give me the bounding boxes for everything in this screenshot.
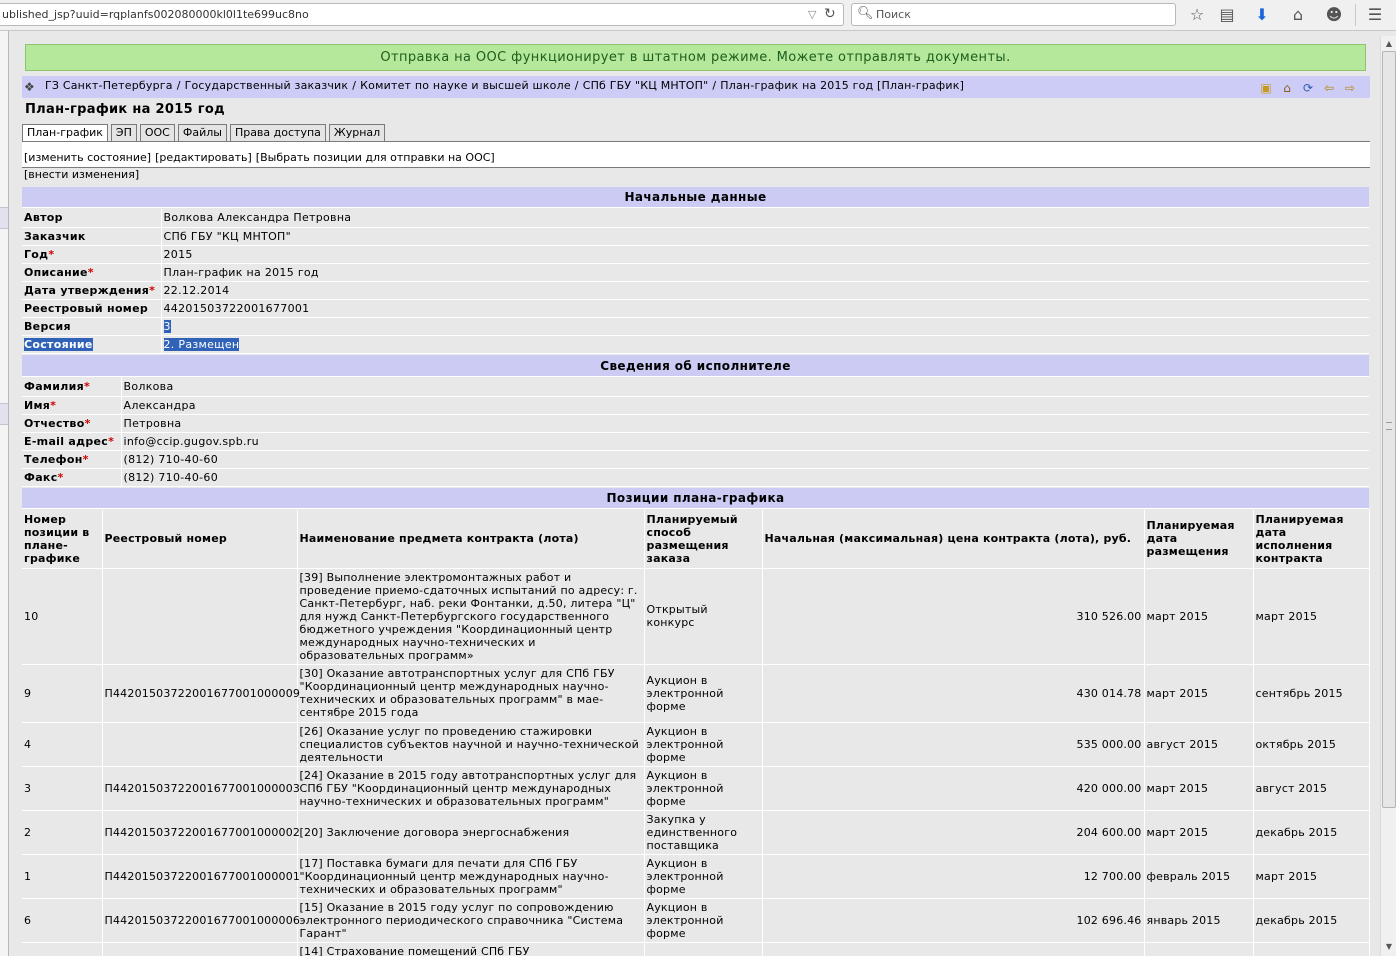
- breadcrumb-item[interactable]: ГЗ Санкт-Петербурга: [45, 79, 173, 92]
- position-date: март 2015: [1144, 810, 1253, 854]
- position-price: 12 700.00: [762, 854, 1144, 898]
- section-initial-header: Начальные данные: [22, 187, 1369, 208]
- positions-table: [22, 510, 1370, 956]
- field-label: [22, 263, 161, 281]
- column-header: Реестровый номер: [102, 510, 297, 568]
- field-label: [22, 468, 121, 486]
- middle-name-value: Петровна: [121, 414, 1369, 432]
- search-input[interactable]: Поиск: [876, 8, 911, 21]
- breadcrumb-separator: /: [574, 79, 579, 92]
- field-label-text: Имя: [24, 398, 51, 412]
- status-banner: Отправка на ООС функционирует в штатном режиме. Можете отправлять документы.: [25, 44, 1366, 71]
- table-row: [22, 335, 1369, 353]
- tab-files[interactable]: Файлы: [178, 124, 227, 141]
- position-registry: [102, 942, 297, 956]
- search-bar[interactable]: [851, 3, 1176, 26]
- position-name[interactable]: [20] Заключение договора энергоснабжения: [297, 810, 644, 854]
- state-value: 2. Размещен: [163, 337, 240, 351]
- tab-ep[interactable]: ЭП: [111, 124, 137, 141]
- search-icon: 🔍︎: [857, 6, 874, 21]
- position-exec-date: сентябрь 2015: [1253, 664, 1369, 722]
- field-label: [22, 245, 161, 263]
- position-number: 1: [22, 854, 102, 898]
- tab-journal[interactable]: Журнал: [329, 124, 385, 141]
- breadcrumb: [45, 79, 964, 92]
- required-marker: *: [50, 398, 57, 412]
- position-name[interactable]: [14] Страхование помещений СПб ГБУ: [297, 942, 644, 956]
- executor-table: [22, 378, 1369, 487]
- table-row: [22, 396, 1369, 414]
- position-price: 535 000.00: [762, 722, 1144, 766]
- position-price: 420 000.00: [762, 766, 1144, 810]
- position-registry: П44201503722001677001000003: [102, 766, 297, 810]
- table-row[interactable]: [22, 854, 1369, 898]
- bookmark-star-icon[interactable]: ☆: [1189, 5, 1205, 24]
- table-row: [22, 432, 1369, 450]
- grip-icon: [1386, 422, 1392, 430]
- sidebar-marker: [0, 403, 8, 425]
- vertical-scrollbar[interactable]: [1380, 36, 1396, 956]
- action-bar: [22, 141, 1370, 168]
- reload-icon[interactable]: ↻: [824, 6, 836, 22]
- toolbar-separator: [1355, 4, 1356, 26]
- field-label: Автор: [22, 209, 161, 227]
- forward-arrow-icon[interactable]: ⇨: [1344, 81, 1356, 95]
- address-bar[interactable]: [0, 3, 844, 26]
- tab-access[interactable]: Права доступа: [230, 124, 326, 141]
- scrollbar-thumb[interactable]: [1382, 51, 1396, 808]
- position-method: Аукцион в электронной форме: [644, 664, 762, 722]
- position-exec-date: [1253, 942, 1369, 956]
- position-date: март 2015: [1144, 766, 1253, 810]
- position-number: [22, 942, 102, 956]
- table-row[interactable]: [22, 766, 1369, 810]
- column-header: Планируемый способ размещения заказа: [644, 510, 762, 568]
- field-label-text: E-mail адрес: [24, 434, 109, 448]
- breadcrumb-separator: /: [352, 79, 357, 92]
- position-method: Аукцион в электронной форме: [644, 898, 762, 942]
- scroll-down-icon[interactable]: ▼: [1385, 942, 1393, 951]
- field-label: Реестровый номер: [22, 299, 161, 317]
- column-header: Планируемая дата исполнения контракта: [1253, 510, 1369, 568]
- email-value: info@ccip.gugov.spb.ru: [121, 432, 1369, 450]
- change-state-link[interactable]: [изменить состояние]: [24, 151, 152, 164]
- required-marker: *: [84, 416, 91, 430]
- position-registry: П44201503722001677001000001: [102, 854, 297, 898]
- breadcrumb-item[interactable]: Государственный заказчик: [184, 79, 349, 92]
- table-row[interactable]: [22, 942, 1369, 956]
- table-row[interactable]: [22, 568, 1369, 664]
- position-number: 4: [22, 722, 102, 766]
- address-url[interactable]: ublished_jsp?uuid=rqplanfs002080000kl0l1te699uc8no: [2, 8, 309, 21]
- select-positions-link[interactable]: [Выбрать позиции для отправки на ООС]: [255, 151, 495, 164]
- table-row: [22, 263, 1369, 281]
- position-registry: П44201503722001677001000009: [102, 664, 297, 722]
- position-method: Открытый конкурс: [644, 568, 762, 664]
- table-row[interactable]: [22, 664, 1369, 722]
- version-cell: [161, 317, 1369, 335]
- position-date: февраль 2015: [1144, 854, 1253, 898]
- field-label: [22, 432, 121, 450]
- left-sidebar-strip: [0, 31, 9, 956]
- field-label-text: Описание: [24, 265, 88, 279]
- required-marker: *: [149, 283, 156, 297]
- position-registry: П44201503722001677001000006: [102, 898, 297, 942]
- folder-icon[interactable]: ▣: [1260, 81, 1272, 95]
- download-icon[interactable]: ⬇: [1255, 5, 1269, 24]
- table-row: [22, 227, 1369, 245]
- table-row: [22, 468, 1369, 486]
- required-marker: *: [108, 434, 115, 448]
- position-method: Аукцион в электронной форме: [644, 854, 762, 898]
- nav-icons: [1253, 80, 1358, 96]
- field-label: [22, 450, 121, 468]
- position-name[interactable]: [39] Выполнение электромонтажных работ и проведение приемо-сдаточных испытаний по адресу: г. Санкт-Петербург, наб. реки Фонтанки, д.50, литера "Ц" для нужд Санкт-Петербургского государственного бюджетного учреждения "Координационный центр международных научно-технических и образовательных программ»: [297, 568, 644, 664]
- fax-value: (812) 710-40-60: [121, 468, 1369, 486]
- position-number: 2: [22, 810, 102, 854]
- position-exec-date: декабрь 2015: [1253, 810, 1369, 854]
- sidebar-marker: [0, 207, 8, 229]
- section-positions-header: Позиции плана-графика: [22, 488, 1369, 509]
- position-name[interactable]: [24] Оказание в 2015 году автотранспортных услуг для СПб ГБУ "Координационный центр международных научно-технических и образовательных программ": [297, 766, 644, 810]
- tab-plan[interactable]: План-график: [22, 124, 108, 143]
- position-date: январь 2015: [1144, 898, 1253, 942]
- position-name[interactable]: [17] Поставка бумаги для печати для СПб ГБУ "Координационный центр международных научно-технических и образовательных программ": [297, 854, 644, 898]
- last-name-value: Волкова: [121, 378, 1369, 396]
- position-name[interactable]: [15] Оказание в 2015 году услуг по сопровождению электронного периодического справочника "Система Гарант": [297, 898, 644, 942]
- table-row: [22, 245, 1369, 263]
- table-row: [22, 299, 1369, 317]
- year-value: 2015: [161, 245, 1369, 263]
- position-name[interactable]: [30] Оказание автотранспортных услуг для СПб ГБУ "Координационный центр международных научно-технических и образовательных программ" в мае-сентябре 2015 года: [297, 664, 644, 722]
- field-label: [22, 396, 121, 414]
- home-icon[interactable]: ⌂: [1292, 5, 1304, 24]
- field-label: [22, 281, 161, 299]
- breadcrumb-separator: /: [176, 79, 181, 92]
- position-registry: П44201503722001677001000002: [102, 810, 297, 854]
- position-price: 204 600.00: [762, 810, 1144, 854]
- reading-list-icon[interactable]: ▤: [1219, 5, 1235, 24]
- field-label-text: Год: [24, 247, 49, 261]
- column-header: Планируемая дата размещения: [1144, 510, 1253, 568]
- approve-date-value: 22.12.2014: [161, 281, 1369, 299]
- version-value: 3: [163, 319, 171, 333]
- table-row: [22, 317, 1369, 335]
- history-dropdown-icon[interactable]: ▽: [808, 8, 817, 21]
- position-number: 10: [22, 568, 102, 664]
- field-label-text: Отчество: [24, 416, 85, 430]
- required-marker: *: [57, 470, 64, 484]
- position-method: Аукцион в электронной форме: [644, 722, 762, 766]
- home-icon[interactable]: ⌂: [1283, 81, 1291, 95]
- table-row[interactable]: [22, 898, 1369, 942]
- field-label-text: Телефон: [24, 452, 83, 466]
- required-marker: *: [48, 247, 55, 261]
- table-row[interactable]: [22, 722, 1369, 766]
- position-registry: [102, 568, 297, 664]
- position-price: 102 696.46: [762, 898, 1144, 942]
- field-label: [22, 335, 161, 353]
- field-label-text: Факс: [24, 470, 58, 484]
- position-date: март 2015: [1144, 664, 1253, 722]
- breadcrumb-bar: [22, 76, 1370, 98]
- column-header: Номер позиции в плане-графике: [22, 510, 102, 568]
- edit-link[interactable]: [редактировать]: [155, 151, 252, 164]
- page-content: [20, 36, 1370, 956]
- table-row: [22, 281, 1369, 299]
- required-marker: *: [82, 452, 89, 466]
- scroll-up-icon[interactable]: ▲: [1385, 39, 1393, 48]
- position-number: 6: [22, 898, 102, 942]
- table-row: [22, 414, 1369, 432]
- position-method: Закупка у единственного поставщика: [644, 810, 762, 854]
- position-exec-date: октябрь 2015: [1253, 722, 1369, 766]
- position-price: 430 014.78: [762, 664, 1144, 722]
- table-row: [22, 378, 1369, 396]
- field-label: Версия: [22, 317, 161, 335]
- position-price: [762, 942, 1144, 956]
- first-name-value: Александра: [121, 396, 1369, 414]
- column-header: Начальная (максимальная) цена контракта (лота), руб.: [762, 510, 1144, 568]
- position-price: 310 526.00: [762, 568, 1144, 664]
- position-registry: [102, 722, 297, 766]
- initial-data-table: [22, 209, 1369, 354]
- section-executor-header: Сведения об исполнителе: [22, 355, 1369, 377]
- field-label-text: Состояние: [24, 337, 93, 351]
- position-date: [1144, 942, 1253, 956]
- position-exec-date: август 2015: [1253, 766, 1369, 810]
- position-date: март 2015: [1144, 568, 1253, 664]
- browser-toolbar: [0, 0, 1396, 31]
- position-name[interactable]: [26] Оказание услуг по проведению стажировки специалистов субъектов научной и научно-технической деятельности: [297, 722, 644, 766]
- position-number: 3: [22, 766, 102, 810]
- breadcrumb-item-current: План-график на 2015 год [План-график]: [720, 79, 965, 92]
- required-marker: *: [83, 380, 91, 394]
- page-title: План-график на 2015 год: [25, 102, 225, 117]
- field-label-text: Фамилия: [24, 380, 84, 394]
- table-header-row: [22, 510, 1369, 568]
- table-row: [22, 450, 1369, 468]
- registry-number-value: 44201503722001677001: [161, 299, 1369, 317]
- field-label-text: Дата утверждения: [24, 283, 150, 297]
- column-header: Наименование предмета контракта (лота): [297, 510, 644, 568]
- position-number: 9: [22, 664, 102, 722]
- make-changes-link[interactable]: [внести изменения]: [24, 168, 140, 181]
- position-date: август 2015: [1144, 722, 1253, 766]
- field-label: Заказчик: [22, 227, 161, 245]
- emblem-icon: ❖: [24, 80, 35, 94]
- position-exec-date: март 2015: [1253, 568, 1369, 664]
- breadcrumb-item[interactable]: Комитет по науке и высшей школе: [360, 79, 571, 92]
- required-marker: *: [87, 265, 94, 279]
- refresh-icon[interactable]: ⟳: [1302, 81, 1314, 95]
- position-method: [644, 942, 762, 956]
- table-row[interactable]: [22, 810, 1369, 854]
- state-cell: [161, 335, 1369, 353]
- breadcrumb-separator: /: [712, 79, 717, 92]
- position-exec-date: декабрь 2015: [1253, 898, 1369, 942]
- tab-oos[interactable]: ООС: [140, 124, 175, 141]
- description-value: План-график на 2015 год: [161, 263, 1369, 281]
- table-row: [22, 209, 1369, 227]
- position-exec-date: март 2015: [1253, 854, 1369, 898]
- customer-value: СПб ГБУ "КЦ МНТОП": [161, 227, 1369, 245]
- field-label: [22, 414, 121, 432]
- field-label: [22, 378, 121, 396]
- breadcrumb-item[interactable]: СПб ГБУ "КЦ МНТОП": [582, 79, 709, 92]
- back-arrow-icon[interactable]: ⇦: [1323, 81, 1335, 95]
- phone-value: (812) 710-40-60: [121, 450, 1369, 468]
- tab-bar: [22, 124, 388, 141]
- chat-icon[interactable]: ☻: [1325, 5, 1343, 24]
- menu-icon[interactable]: ☰: [1367, 5, 1383, 24]
- position-method: Аукцион в электронной форме: [644, 766, 762, 810]
- author-value: Волкова Александра Петровна: [161, 209, 1369, 227]
